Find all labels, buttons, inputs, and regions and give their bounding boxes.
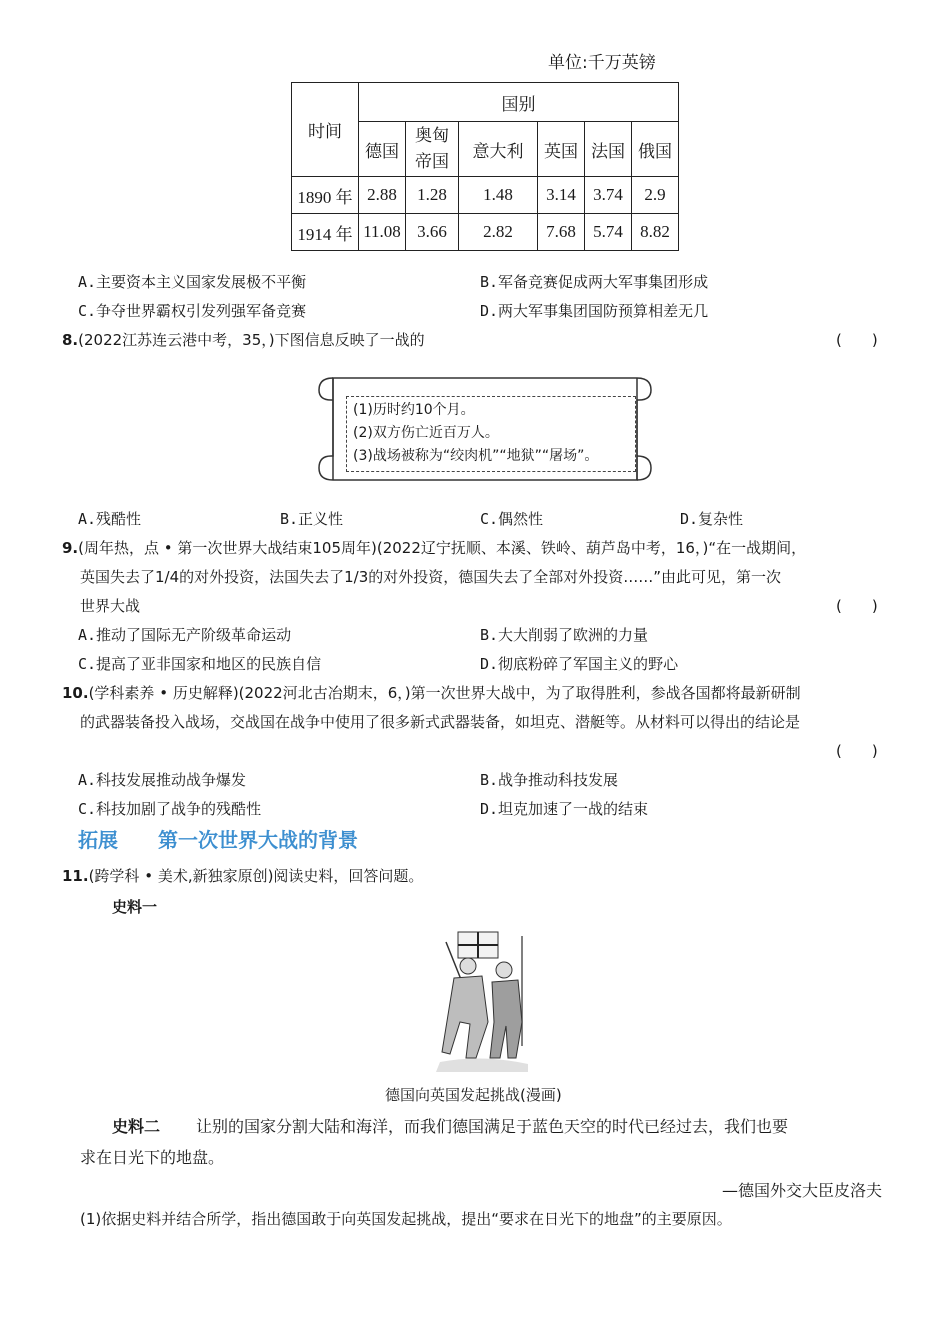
q9-option-c[interactable]: C.提高了亚非国家和地区的民族自信 bbox=[78, 655, 322, 673]
scroll-line: (3)战场被称为“绞肉机”“地狱”“屠场”。 bbox=[353, 448, 599, 464]
q7-option-d[interactable]: D.两大军事集团国防预算相差无几 bbox=[480, 302, 709, 320]
table-row bbox=[292, 214, 679, 251]
table-cell: 7.68 bbox=[538, 214, 585, 251]
table-cell: 2.9 bbox=[632, 177, 679, 214]
q11-stem bbox=[62, 865, 423, 886]
defense-budget-table bbox=[291, 82, 679, 251]
material-two-attribution: —德国外交大臣皮洛夫 bbox=[722, 1181, 883, 1200]
table-header-country: 国别 bbox=[359, 83, 679, 122]
cartoon-illustration bbox=[432, 926, 532, 1072]
table-cell: 5.74 bbox=[585, 214, 632, 251]
q9-stem-line2: 英国失去了1/4的对外投资，法国失去了1/3的对外投资，德国失去了全部对外投资……”由此可见，第一次 bbox=[80, 568, 782, 586]
table-cell: 1.48 bbox=[459, 177, 538, 214]
table-cell: 1.28 bbox=[406, 177, 459, 214]
material-two-text: 让别的国家分割大陆和海洋，而我们德国满足于蓝色天空的时代已经过去，我们也要 bbox=[196, 1117, 789, 1136]
material-two-line2: 求在日光下的地盘。 bbox=[80, 1148, 225, 1167]
q9-stem-line3: 世界大战 bbox=[80, 597, 141, 615]
table-col-header: 奥匈帝国 bbox=[406, 122, 459, 177]
table-col-header: 意大利 bbox=[459, 122, 538, 177]
section-title: 第一次世界大战的背景 bbox=[158, 828, 358, 852]
q9-option-d[interactable]: D.彻底粉碎了军国主义的野心 bbox=[480, 655, 679, 673]
q8-text: (2022江苏连云港中考，35，)下图信息反映了一战的 bbox=[78, 331, 425, 349]
table-cell: 11.08 bbox=[359, 214, 406, 251]
q11-subquestion-1: (1)依据史料并结合所学，指出德国敢于向英国发起挑战，提出“要求在日光下的地盘”的主要原因。 bbox=[80, 1210, 732, 1228]
table-cell: 2.82 bbox=[459, 214, 538, 251]
q8-stem bbox=[62, 329, 425, 350]
scroll-line: (1)历时约10个月。 bbox=[353, 402, 475, 418]
q7-option-a[interactable]: A.主要资本主义国家发展极不平衡 bbox=[78, 273, 307, 291]
table-header-time: 时间 bbox=[292, 83, 359, 177]
scroll-text-box bbox=[346, 396, 636, 472]
q10-stem-line1 bbox=[62, 682, 801, 703]
q8-number: 8. bbox=[62, 331, 79, 349]
q7-option-c[interactable]: C.争夺世界霸权引发列强军备竞赛 bbox=[78, 302, 307, 320]
q11-number: 11. bbox=[62, 867, 89, 885]
q10-stem-line2: 的武器装备投入战场，交战国在战争中使用了很多新式武器装备，如坦克、潜艇等。从材料可以得出的结论是 bbox=[80, 713, 801, 731]
q11-text: (跨学科 • 美术,新独家原创)阅读史料，回答问题。 bbox=[88, 867, 424, 885]
q9-answer-blank[interactable]: ( ) bbox=[836, 597, 878, 615]
q9-stem-line1 bbox=[62, 537, 806, 558]
table-cell: 2.88 bbox=[359, 177, 406, 214]
section-tag: 拓展 bbox=[78, 828, 118, 852]
q10-text: (学科素养 • 历史解释)(2022河北古冶期末，6，)第一次世界大战中，为了取得胜利，参战各国都将最新研制 bbox=[88, 684, 801, 702]
table-cell: 3.14 bbox=[538, 177, 585, 214]
q10-option-a[interactable]: A.科技发展推动战争爆发 bbox=[78, 771, 247, 789]
table-unit-label: 单位:千万英镑 bbox=[548, 53, 656, 73]
q8-option-d[interactable]: D.复杂性 bbox=[680, 510, 744, 528]
material-one-label: 史料一 bbox=[112, 898, 158, 916]
q10-answer-blank[interactable]: ( ) bbox=[836, 742, 878, 760]
q9-number: 9. bbox=[62, 539, 79, 557]
table-cell-year: 1890 年 bbox=[292, 177, 359, 214]
material-two-label: 史料二 bbox=[112, 1117, 161, 1136]
table-cell: 3.74 bbox=[585, 177, 632, 214]
table-col-header: 俄国 bbox=[632, 122, 679, 177]
table-cell-year: 1914 年 bbox=[292, 214, 359, 251]
table-col-header: 法国 bbox=[585, 122, 632, 177]
table-col-header: 英国 bbox=[538, 122, 585, 177]
cartoon-caption: 德国向英国发起挑战(漫画) bbox=[385, 1086, 562, 1104]
q10-option-d[interactable]: D.坦克加速了一战的结束 bbox=[480, 800, 649, 818]
scroll-line: (2)双方伤亡近百万人。 bbox=[353, 425, 499, 441]
material-two-line1 bbox=[112, 1114, 788, 1137]
table-cell: 8.82 bbox=[632, 214, 679, 251]
table-col-header: 德国 bbox=[359, 122, 406, 177]
table-row bbox=[292, 177, 679, 214]
q10-option-b[interactable]: B.战争推动科技发展 bbox=[480, 771, 619, 789]
q8-answer-blank[interactable]: ( ) bbox=[836, 331, 878, 349]
q10-option-c[interactable]: C.科技加剧了战争的残酷性 bbox=[78, 800, 262, 818]
table-cell: 3.66 bbox=[406, 214, 459, 251]
q8-option-c[interactable]: C.偶然性 bbox=[480, 510, 544, 528]
section-heading bbox=[78, 824, 358, 853]
q7-option-b[interactable]: B.军备竞赛促成两大军事集团形成 bbox=[480, 273, 709, 291]
q9-option-a[interactable]: A.推动了国际无产阶级革命运动 bbox=[78, 626, 292, 644]
q9-text: (周年热，点 • 第一次世界大战结束105周年)(2022辽宁抚顺、本溪、铁岭、葫芦岛中考，16，)“在一战期间， bbox=[78, 539, 807, 557]
q8-option-b[interactable]: B.正义性 bbox=[280, 510, 344, 528]
q8-option-a[interactable]: A.残酷性 bbox=[78, 510, 142, 528]
q10-number: 10. bbox=[62, 684, 89, 702]
q9-option-b[interactable]: B.大大削弱了欧洲的力量 bbox=[480, 626, 649, 644]
